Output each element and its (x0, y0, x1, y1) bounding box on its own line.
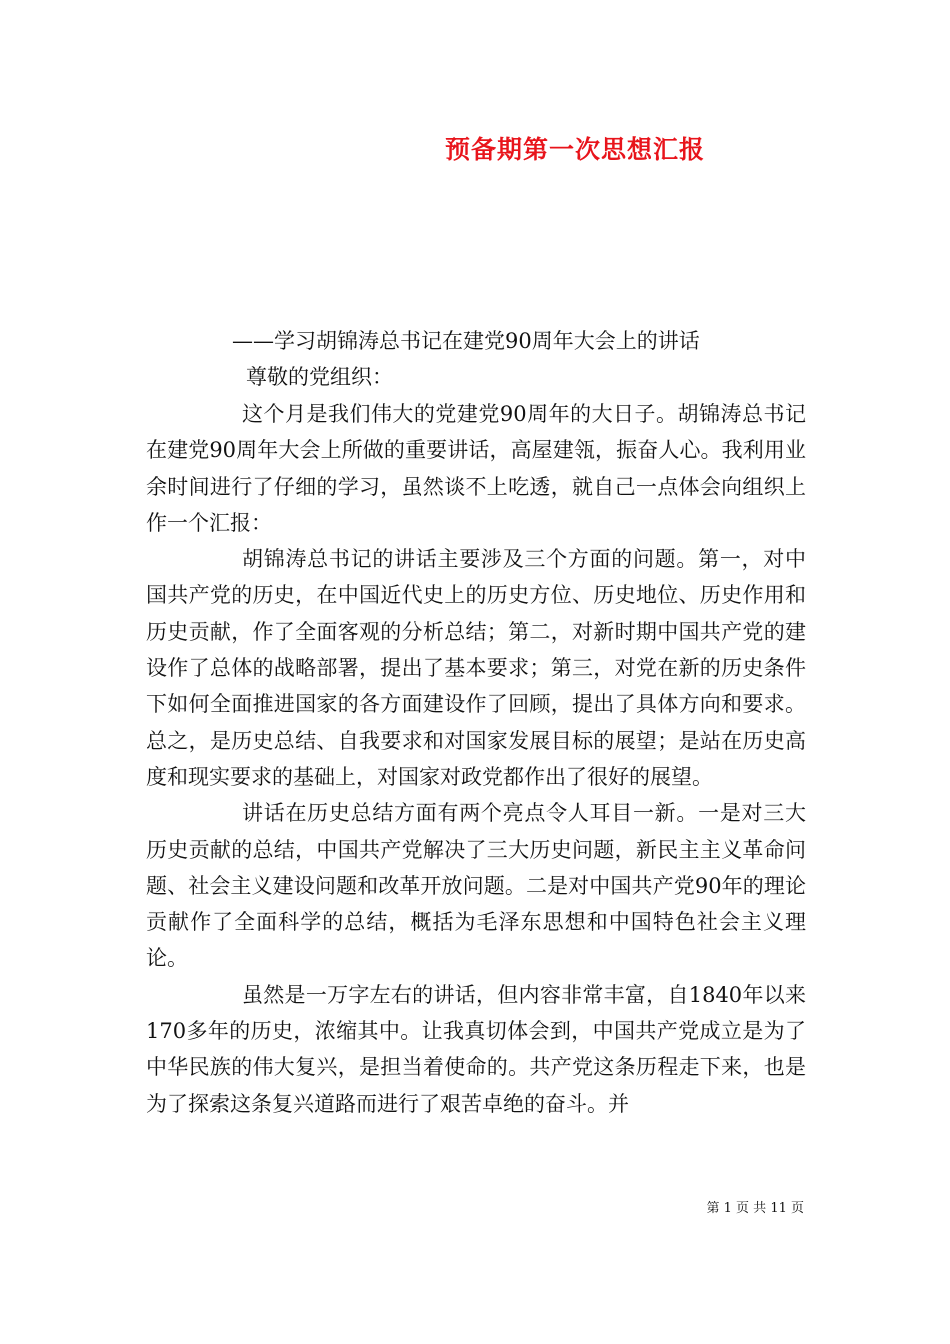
paragraph: 这个月是我们伟大的党建党90周年的大日子。胡锦涛总书记在建党90周年大会上所做的重要讲话，高屋建瓴，振奋人心。我利用业余时间进行了仔细的学习，虽然谈不上吃透，就自己一点体会向组织上作一个汇报： (146, 402, 806, 535)
document-subtitle: ——学习胡锦涛总书记在建党90周年大会上的讲话 (232, 329, 700, 353)
greeting-line: 尊敬的党组织： (246, 365, 393, 389)
page-number-footer: 第 1 页 共 11 页 (706, 1201, 804, 1216)
paragraph: 胡锦涛总书记的讲话主要涉及三个方面的问题。第一，对中国共产党的历史，在中国近代史上的历史方位、历史地位、历史作用和历史贡献，作了全面客观的分析总结；第二，对新时期中国共产党的建设作了总体的战略部署，提出了基本要求；第三，对党在新的历史条件下如何全面推进国家的各方面建设作了回顾，提出了具体方向和要求。总之，是历史总结、自我要求和对国家发展目标的展望；是站在历史高度和现实要求的基础上，对国家对政党都作出了很好的展望。 (146, 547, 806, 789)
body-text (146, 396, 806, 1122)
paragraph: 虽然是一万字左右的讲话，但内容非常丰富，自1840年以来170多年的历史，浓缩其中。让我真切体会到，中国共产党成立是为了中华民族的伟大复兴，是担当着使命的。共产党这条历程走下来，也是为了探索这条复兴道路而进行了艰苦卓绝的奋斗。并 (146, 982, 806, 1116)
paragraph: 讲话在历史总结方面有两个亮点令人耳目一新。一是对三大历史贡献的总结，中国共产党解决了三大历史问题，新民主主义革命问题、社会主义建设问题和改革开放问题。二是对中国共产党90年的理论贡献作了全面科学的总结，概括为毛泽东思想和中国特色社会主义理论。 (146, 801, 806, 971)
document-title: 预备期第一次思想汇报 (444, 135, 705, 164)
